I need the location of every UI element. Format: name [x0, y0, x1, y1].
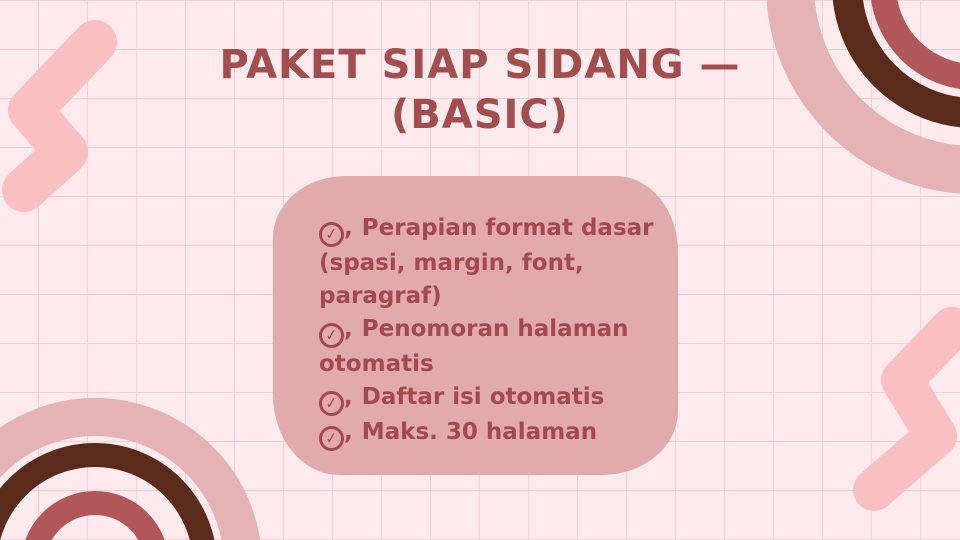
- list-item: [319, 212, 656, 313]
- squiggle-right-shape: [874, 328, 952, 490]
- feature-card: [273, 176, 678, 475]
- page-title-line1: PAKET SIAP SIDANG —: [219, 42, 741, 88]
- bullet-separator: ,: [344, 384, 353, 410]
- list-item: [319, 381, 656, 416]
- list-item-text: Maks. 30 halaman: [361, 419, 598, 445]
- list-item-text: Penomoran halaman otomatis: [319, 316, 629, 377]
- check-mark: ✓: [323, 224, 339, 244]
- page-title: [0, 40, 960, 140]
- page-title-line2: (BASIC): [390, 92, 570, 138]
- bullet-separator: ,: [344, 215, 353, 241]
- bullet-separator: ,: [344, 419, 353, 445]
- check-circle-icon: [317, 321, 345, 349]
- list-item: [319, 313, 656, 381]
- list-item-text: Perapian format dasar (spasi, margin, font, paragraf): [319, 215, 654, 309]
- check-circle-icon: [317, 220, 345, 248]
- list-item-text: Daftar isi otomatis: [361, 384, 605, 410]
- check-mark: ✓: [323, 325, 339, 345]
- bullet-separator: ,: [344, 316, 353, 342]
- check-circle-icon: [317, 424, 345, 452]
- list-item: [319, 416, 656, 451]
- arc-bottom-left-brown: [0, 455, 205, 540]
- check-circle-icon: [317, 389, 345, 417]
- arc-bottom-left-brick: [33, 503, 157, 540]
- check-mark: ✓: [323, 393, 339, 413]
- arc-bottom-left-pink: [0, 417, 243, 540]
- check-mark: ✓: [323, 428, 339, 448]
